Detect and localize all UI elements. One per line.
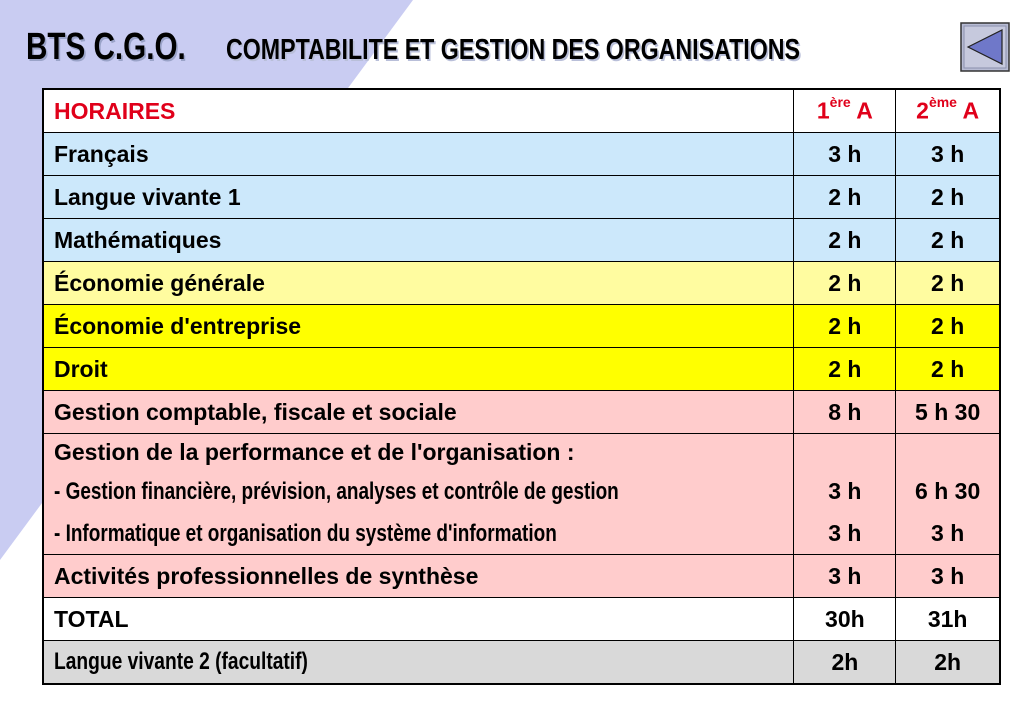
row-year1: 8 h	[794, 391, 896, 434]
table-row	[43, 176, 1000, 219]
title-main: BTS C.G.O.	[26, 26, 186, 68]
performance-sub2-year1: 3 h	[828, 520, 862, 546]
header-year1: 1ère A	[794, 89, 896, 133]
lv2-year1: 2h	[794, 641, 896, 685]
row-year1: 2 h	[794, 348, 896, 391]
row-label: Économie d'entreprise	[43, 305, 794, 348]
table-row	[43, 348, 1000, 391]
row-year1	[794, 434, 896, 555]
performance-sub1-year1: 3 h	[828, 478, 862, 504]
table-header-row	[43, 89, 1000, 133]
table-row-total	[43, 598, 1000, 641]
performance-sub2-year2: 3 h	[931, 520, 965, 546]
row-label	[43, 434, 794, 555]
table-row	[43, 305, 1000, 348]
total-year2: 31h	[896, 598, 1000, 641]
table-row-performance	[43, 434, 1000, 555]
row-year1: 2 h	[794, 176, 896, 219]
row-year1: 2 h	[794, 305, 896, 348]
row-year2: 5 h 30	[896, 391, 1000, 434]
row-year1: 2 h	[794, 262, 896, 305]
row-year2: 2 h	[896, 219, 1000, 262]
lv2-label: Langue vivante 2 (facultatif)	[43, 641, 794, 685]
row-label: Gestion comptable, fiscale et sociale	[43, 391, 794, 434]
total-label: TOTAL	[43, 598, 794, 641]
header-year2: 2ème A	[896, 89, 1000, 133]
total-year1: 30h	[794, 598, 896, 641]
page-title	[26, 26, 944, 66]
back-triangle-icon[interactable]	[960, 22, 1010, 72]
header-horaires: HORAIRES	[43, 89, 794, 133]
title-subtitle: COMPTABILITE ET GESTION DES ORGANISATIONS	[226, 34, 801, 66]
schedule-table	[42, 88, 1001, 685]
row-label: Économie générale	[43, 262, 794, 305]
row-year2: 2 h	[896, 305, 1000, 348]
row-label: Langue vivante 1	[43, 176, 794, 219]
performance-sub1-label: - Gestion financière, prévision, analyses et contrôle de gestion	[54, 478, 619, 505]
row-year2: 2 h	[896, 348, 1000, 391]
performance-sub1-year2: 6 h 30	[915, 478, 981, 504]
table-row	[43, 555, 1000, 598]
lv2-year2: 2h	[896, 641, 1000, 685]
table-row	[43, 133, 1000, 176]
row-year2	[896, 434, 1000, 555]
performance-sub2-label: - Informatique et organisation du système d'information	[54, 520, 557, 547]
row-label: Mathématiques	[43, 219, 794, 262]
row-label: Droit	[43, 348, 794, 391]
performance-title: Gestion de la performance et de l'organisation :	[54, 439, 575, 465]
table-row	[43, 262, 1000, 305]
table-row	[43, 219, 1000, 262]
row-year1: 3 h	[794, 133, 896, 176]
row-year2: 3 h	[896, 133, 1000, 176]
row-label: Activités professionnelles de synthèse	[43, 555, 794, 598]
table-row-lv2	[43, 641, 1000, 685]
row-year1: 3 h	[794, 555, 896, 598]
row-year1: 2 h	[794, 219, 896, 262]
row-year2: 2 h	[896, 176, 1000, 219]
row-year2: 2 h	[896, 262, 1000, 305]
row-year2: 3 h	[896, 555, 1000, 598]
table-row	[43, 391, 1000, 434]
row-label: Français	[43, 133, 794, 176]
